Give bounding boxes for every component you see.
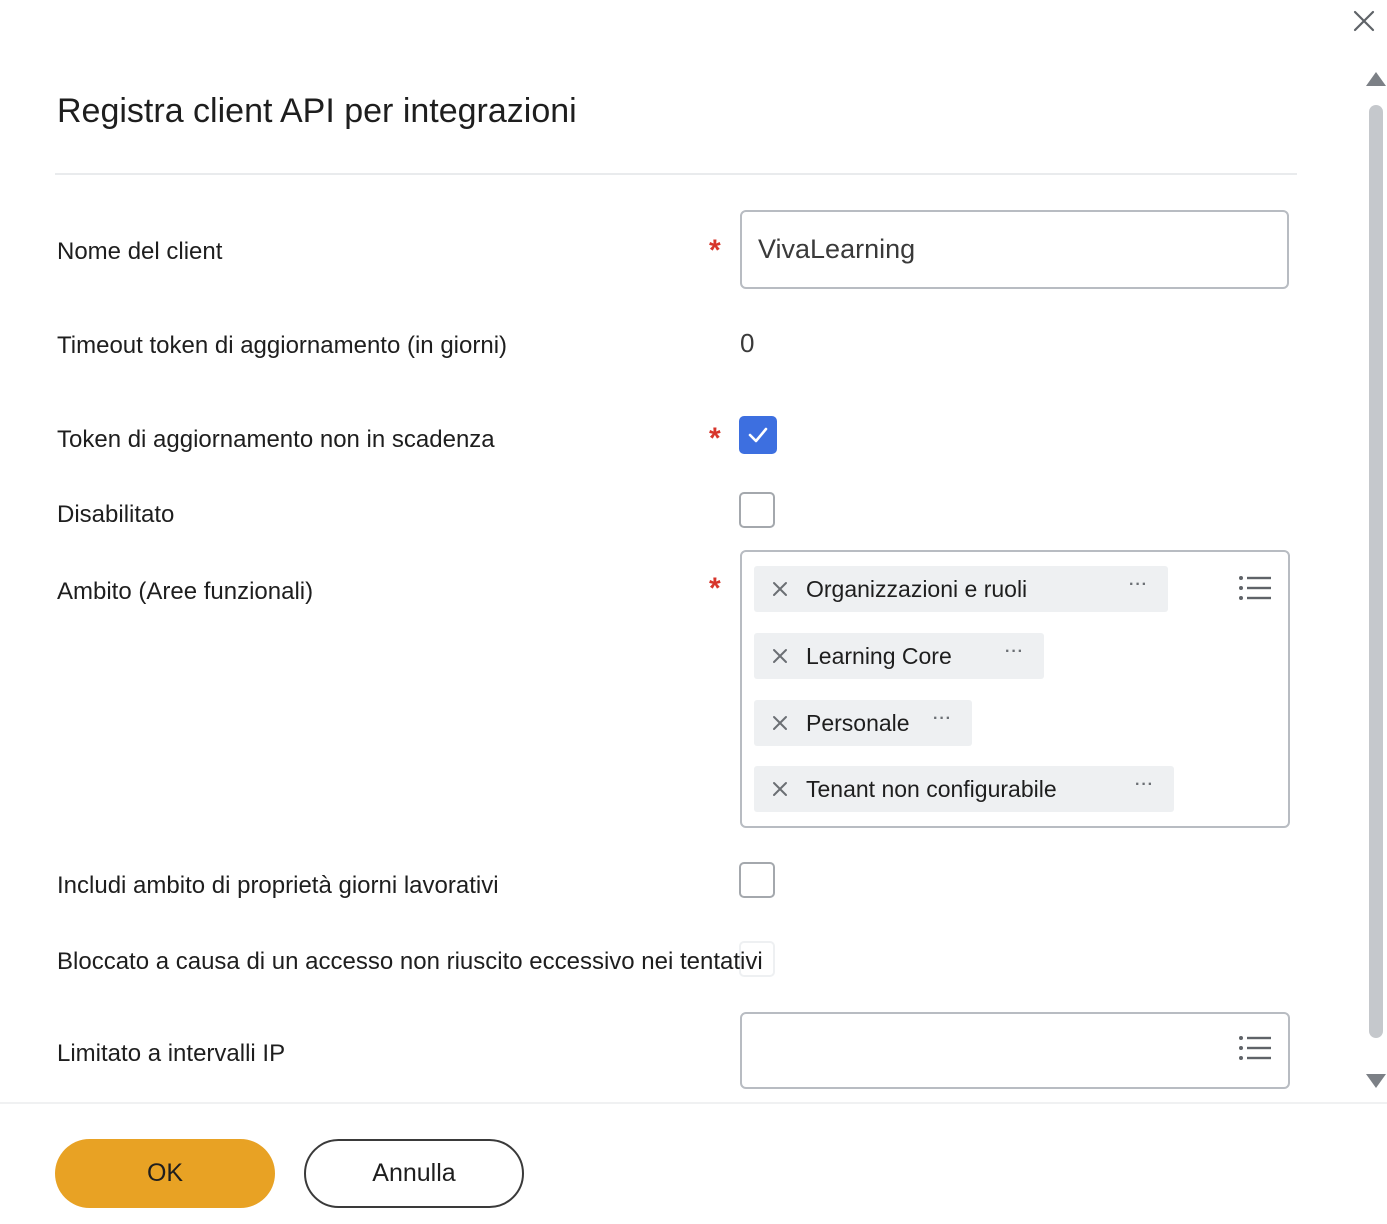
more-options-button[interactable]: ··· [1135, 776, 1154, 793]
pill-label: Learning Core [806, 642, 952, 669]
remove-pill-button[interactable] [754, 566, 806, 612]
include-workday-scope-label: Includi ambito di proprietà giorni lavorativi [57, 872, 499, 899]
scroll-down-arrow-icon[interactable] [1366, 1074, 1386, 1088]
scope-label: Ambito (Aree funzionali) [57, 578, 314, 605]
ip-ranges-multiselect[interactable] [740, 1012, 1290, 1089]
pill-label: Tenant non configurabile [806, 775, 1057, 802]
non-expiring-token-checkbox[interactable] [739, 416, 777, 454]
client-name-input[interactable] [740, 210, 1289, 289]
check-icon [747, 426, 769, 444]
scroll-up-arrow-icon[interactable] [1366, 72, 1386, 86]
disabled-label: Disabilitato [57, 501, 175, 528]
client-name-label: Nome del client [57, 238, 223, 265]
non-expiring-token-label: Token di aggiornamento non in scadenza [57, 426, 495, 453]
remove-pill-button[interactable] [754, 766, 806, 812]
required-marker: * [709, 572, 721, 605]
close-icon [772, 581, 788, 597]
remove-pill-button[interactable] [754, 700, 806, 746]
more-options-button[interactable]: ··· [1005, 643, 1024, 660]
required-marker: * [709, 234, 721, 267]
refresh-timeout-value: 0 [740, 328, 755, 358]
dialog-title: Registra client API per integrazioni [57, 92, 577, 130]
scope-pill-learning-core [754, 633, 1044, 679]
disabled-checkbox[interactable] [739, 492, 775, 528]
scope-pill-personale [754, 700, 972, 746]
refresh-timeout-label: Timeout token di aggiornamento (in giorni) [57, 332, 508, 359]
title-divider [55, 173, 1297, 175]
cancel-button[interactable]: Annulla [304, 1139, 524, 1208]
scrollbar-thumb[interactable] [1369, 105, 1383, 1038]
more-options-button[interactable]: ··· [1129, 576, 1148, 593]
close-button[interactable] [1349, 6, 1379, 36]
scope-pill-tenant [754, 766, 1174, 812]
ip-ranges-label: Limitato a intervalli IP [57, 1040, 286, 1067]
pill-label: Organizzazioni e ruoli [806, 575, 1028, 602]
footer-divider [0, 1102, 1387, 1104]
close-icon [772, 715, 788, 731]
vertical-scrollbar[interactable] [1364, 68, 1386, 1092]
include-workday-scope-checkbox[interactable] [739, 862, 775, 898]
remove-pill-button[interactable] [754, 633, 806, 679]
locked-label: Bloccato a causa di un accesso non riuscito eccessivo nei tentativi [57, 948, 763, 975]
more-options-button[interactable]: ··· [933, 710, 952, 727]
required-marker: * [709, 422, 721, 455]
close-icon [772, 648, 788, 664]
list-icon[interactable] [1238, 1034, 1272, 1067]
scope-pill-organizzazioni [754, 566, 1168, 612]
scope-multiselect[interactable] [740, 550, 1290, 828]
pill-label: Personale [806, 709, 910, 736]
list-icon[interactable] [1238, 574, 1272, 607]
close-icon [1353, 10, 1375, 32]
ok-button[interactable]: OK [55, 1139, 275, 1208]
close-icon [772, 781, 788, 797]
